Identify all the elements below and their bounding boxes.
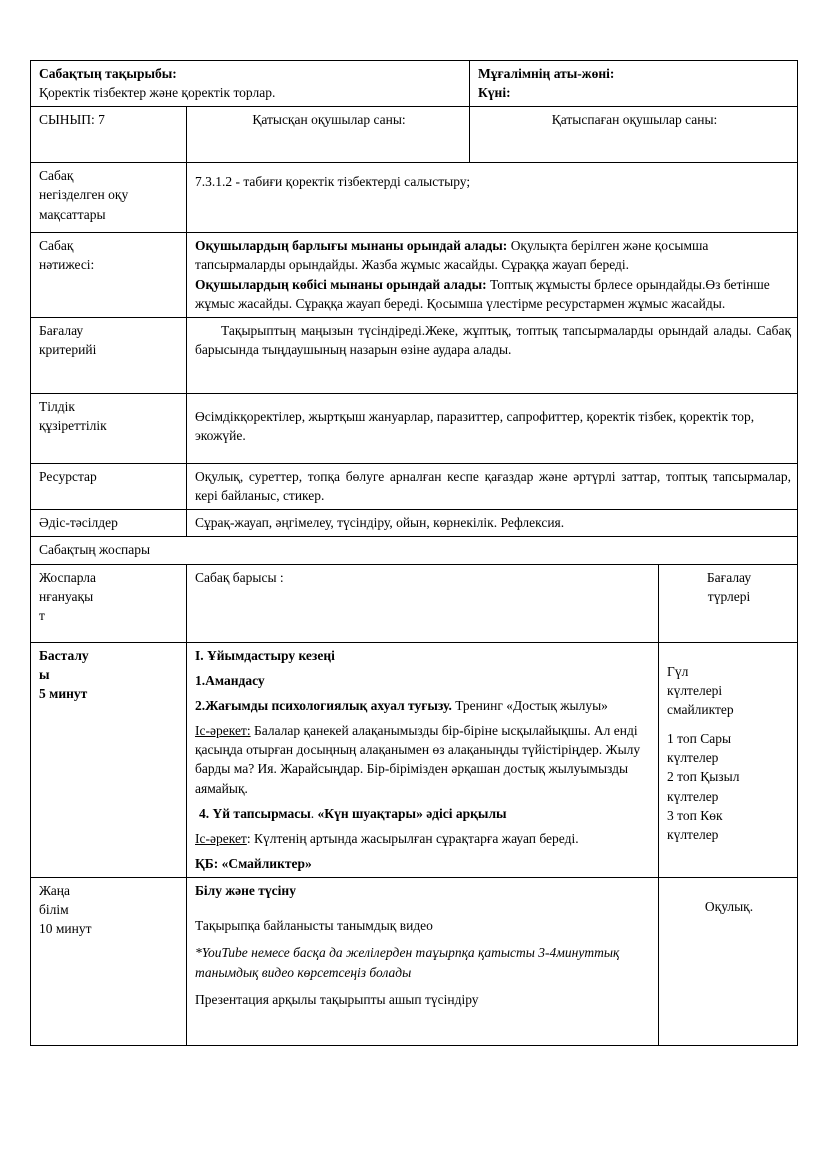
outcomes-all-bold: Оқушылардың барлығы мынаны орындай алады: (195, 238, 508, 254)
stage-1-action-2-label: Іс-әрекет (195, 830, 247, 846)
plan-assess-header-1: Бағалау (706, 569, 752, 585)
language-value: Өсімдікқоректілер, жыртқыш жануарлар, паразиттер, сапрофиттер, қоректік тізбек, қоректік тор, экожүйе. (195, 408, 755, 444)
stage-2-time-cell (31, 878, 187, 1046)
spacer (667, 646, 791, 662)
date-label: Күні: (478, 85, 511, 101)
plan-assess-header-2: түрлері (707, 588, 751, 604)
class-cell (31, 107, 187, 163)
plan-assess-header-cell (659, 564, 798, 642)
language-label-2: құзіреттілік (39, 418, 107, 434)
methods-label: Әдіс-тәсілдер (39, 515, 118, 531)
resources-value-cell (187, 463, 798, 509)
outcomes-label-1: Сабақ (39, 238, 74, 254)
outcomes-most (195, 275, 791, 313)
stage-2-time-3: 10 минут (39, 921, 92, 937)
methods-value-cell (187, 510, 798, 537)
stage-1-time-3: 5 минут (39, 685, 88, 701)
stage-1-time-1: Басталу (39, 647, 89, 663)
methods-value: Сұрақ-жауап, әңгімелеу, түсіндіру, ойын, көрнекілік. Рефлексия. (195, 515, 565, 531)
objectives-label-3: мақсаттары (39, 206, 106, 222)
stage-1-item-2-bold: 2.Жағымды психологиялық ахуал туғызу. (195, 697, 452, 713)
stage-1-assess-3: смайликтер (667, 701, 734, 717)
language-value-cell (187, 393, 798, 463)
stage-1-homework-mid: . (310, 805, 318, 821)
stage-2-assess-cell (659, 878, 798, 1046)
objectives-value-cell (187, 163, 798, 233)
spacer (667, 719, 791, 729)
plan-time-header-2: нғануақы (39, 588, 94, 604)
stage-1-homework (199, 804, 652, 823)
stage-1-assess-1: Гүл (667, 663, 689, 679)
outcomes-all-rest: Оқулықта берілген және қосымша тапсырмаларды орындайды. Жазба жұмыс жасайды. Сұраққа жауап береді. (195, 238, 709, 273)
objectives-label-2: негізделген оқу (39, 187, 129, 203)
outcomes-all (195, 236, 791, 274)
topic-label: Сабақтың тақырыбы: (39, 66, 177, 81)
stage-1-item-2 (195, 696, 652, 715)
plan-course-header: Сабақ барысы : (195, 569, 284, 585)
table-row-methods (31, 510, 798, 537)
stage-1-heading: I. Ұйымдастыру кезеңі (195, 647, 335, 663)
spacer (195, 397, 791, 407)
criteria-label-2: критерийі (39, 342, 97, 358)
stage-1-assess-4: 1 топ Сары (667, 731, 732, 747)
topic-cell (31, 61, 470, 107)
resources-value: Оқулық, суреттер, топқа бөлуге арналған кеспе қағаздар және әртүрлі заттар, топтық тапсырмалар, кері байланыс, стикер. (195, 468, 792, 504)
stage-2-line-1: Тақырыпқа байланысты танымдық видео (195, 918, 433, 934)
stage-1-homework-bold-2: «Күн шуақтары» әдісі арқылы (317, 805, 507, 821)
stage-1-assess-5: күлтелер (667, 750, 719, 766)
stage-1-assess-2: күлтелері (667, 682, 723, 698)
objectives-label-1: Сабақ (39, 168, 74, 184)
stage-1-time-2: ы (39, 666, 50, 682)
language-label-1: Тілдік (39, 398, 75, 414)
resources-label: Ресурстар (39, 468, 97, 484)
table-row-header-topic (31, 61, 798, 107)
stage-1-assess-cell (659, 642, 798, 878)
table-row-language (31, 393, 798, 463)
stage-2-line-3: Презентация арқылы тақырыпты ашып түсіндіру (195, 991, 479, 1007)
outcomes-label-2: нәтижесі: (39, 257, 95, 273)
stage-2-content-cell (187, 878, 659, 1046)
class-label: СЫНЫП: 7 (39, 112, 105, 128)
stage-1-assess-8: 3 топ Көк (667, 807, 723, 823)
stage-1-assess-7: күлтелер (667, 788, 719, 804)
plan-time-header-cell (31, 564, 187, 642)
outcomes-most-rest: Топтық жұмысты брлесе орындайды.Өз бетінше жұмыс жасайды. Сұраққа жауап береді. Қосымша үлестірме ресурстармен жұмыс жасайды. (195, 276, 770, 311)
plan-banner-cell (31, 537, 798, 564)
present-label: Қатысқан оқушылар саны: (252, 112, 406, 128)
stage-1-item-2-rest: Тренинг «Достық жылуы» (451, 697, 608, 713)
plan-time-header-1: Жоспарла (39, 569, 97, 585)
table-row-stage-1 (31, 642, 798, 878)
teacher-cell (470, 61, 798, 107)
table-row-resources (31, 463, 798, 509)
resources-label-cell (31, 463, 187, 509)
criteria-value-cell (187, 317, 798, 393)
stage-1-action-2-text: : Күлтенің артында жасырылған сұрақтарға жауап береді. (246, 830, 579, 846)
table-row-plan-headers (31, 564, 798, 642)
stage-2-heading: Білу және түсіну (195, 883, 296, 899)
teacher-label: Мұғалімнің аты-жөні: (478, 66, 615, 81)
stage-1-content-cell (187, 642, 659, 878)
stage-2-time-2: білім (39, 902, 69, 918)
stage-1-item-1: 1.Амандасу (195, 672, 265, 688)
absent-cell (470, 107, 798, 163)
table-row-class (31, 107, 798, 163)
table-row-outcomes (31, 233, 798, 318)
plan-course-header-cell (187, 564, 659, 642)
stage-2-assess-1: Оқулық. (704, 899, 754, 915)
plan-banner-label: Сабақтың жоспары (39, 542, 151, 558)
objectives-label-cell (31, 163, 187, 233)
criteria-label-1: Бағалау (39, 322, 84, 338)
stage-1-assess-9: күлтелер (667, 826, 719, 842)
lesson-plan-table (30, 60, 798, 1046)
stage-1-action-1 (195, 721, 652, 798)
table-row-objectives (31, 163, 798, 233)
methods-label-cell (31, 510, 187, 537)
objectives-value: 7.3.1.2 - табиғи қоректік тізбектерді салыстыру; (195, 174, 471, 190)
table-row-criteria (31, 317, 798, 393)
present-cell (187, 107, 470, 163)
plan-time-header-3: т (39, 607, 45, 623)
stage-1-feedback: ҚБ: «Смайликтер» (195, 855, 312, 871)
outcomes-value-cell (187, 233, 798, 318)
stage-1-assess-6: 2 топ Қызыл (667, 769, 740, 785)
stage-1-homework-bold: 4. Үй тапсырмасы (199, 805, 311, 821)
topic-value: Қоректік тізбектер және қоректік торлар. (39, 85, 276, 101)
table-row-stage-2 (31, 878, 798, 1046)
spacer (667, 881, 791, 897)
absent-label: Қатыспаған оқушылар саны: (551, 112, 718, 128)
criteria-label-cell (31, 317, 187, 393)
stage-2-line-2: *YouTube немесе басқа да желілерден таұырпқа қатысты 3-4минуттық танымдық видео көрсетсеңіз болады (195, 945, 620, 980)
outcomes-most-bold: Оқушылардың көбісі мынаны орындай алады: (195, 276, 487, 292)
criteria-value: Тақырыптың маңызын түсіндіреді.Жеке, жұптық, топтық тапсырмаларды орындай алады. Сабақ барысында тыңдаушының назарын өзіне аудара алады. (195, 322, 792, 358)
stage-1-action-2 (195, 829, 652, 848)
stage-1-time-cell (31, 642, 187, 878)
table-row-plan-banner (31, 537, 798, 564)
language-label-cell (31, 393, 187, 463)
stage-1-action-1-label: Іс-әрекет: (195, 723, 251, 739)
stage-1-action-1-text: Балалар қанекей алақанымызды бір-біріне ысқылайықшы. Ал енді қасыңда отырған досыңның алақанымен өз алақаныңды түйістіріңдер. Жылу барды ма? Ия. Жарайсыңдар. Бір-бірімізден әрқашан достық жылуымызды аямайық. (195, 723, 641, 796)
outcomes-label-cell (31, 233, 187, 318)
stage-2-time-1: Жаңа (39, 883, 70, 899)
